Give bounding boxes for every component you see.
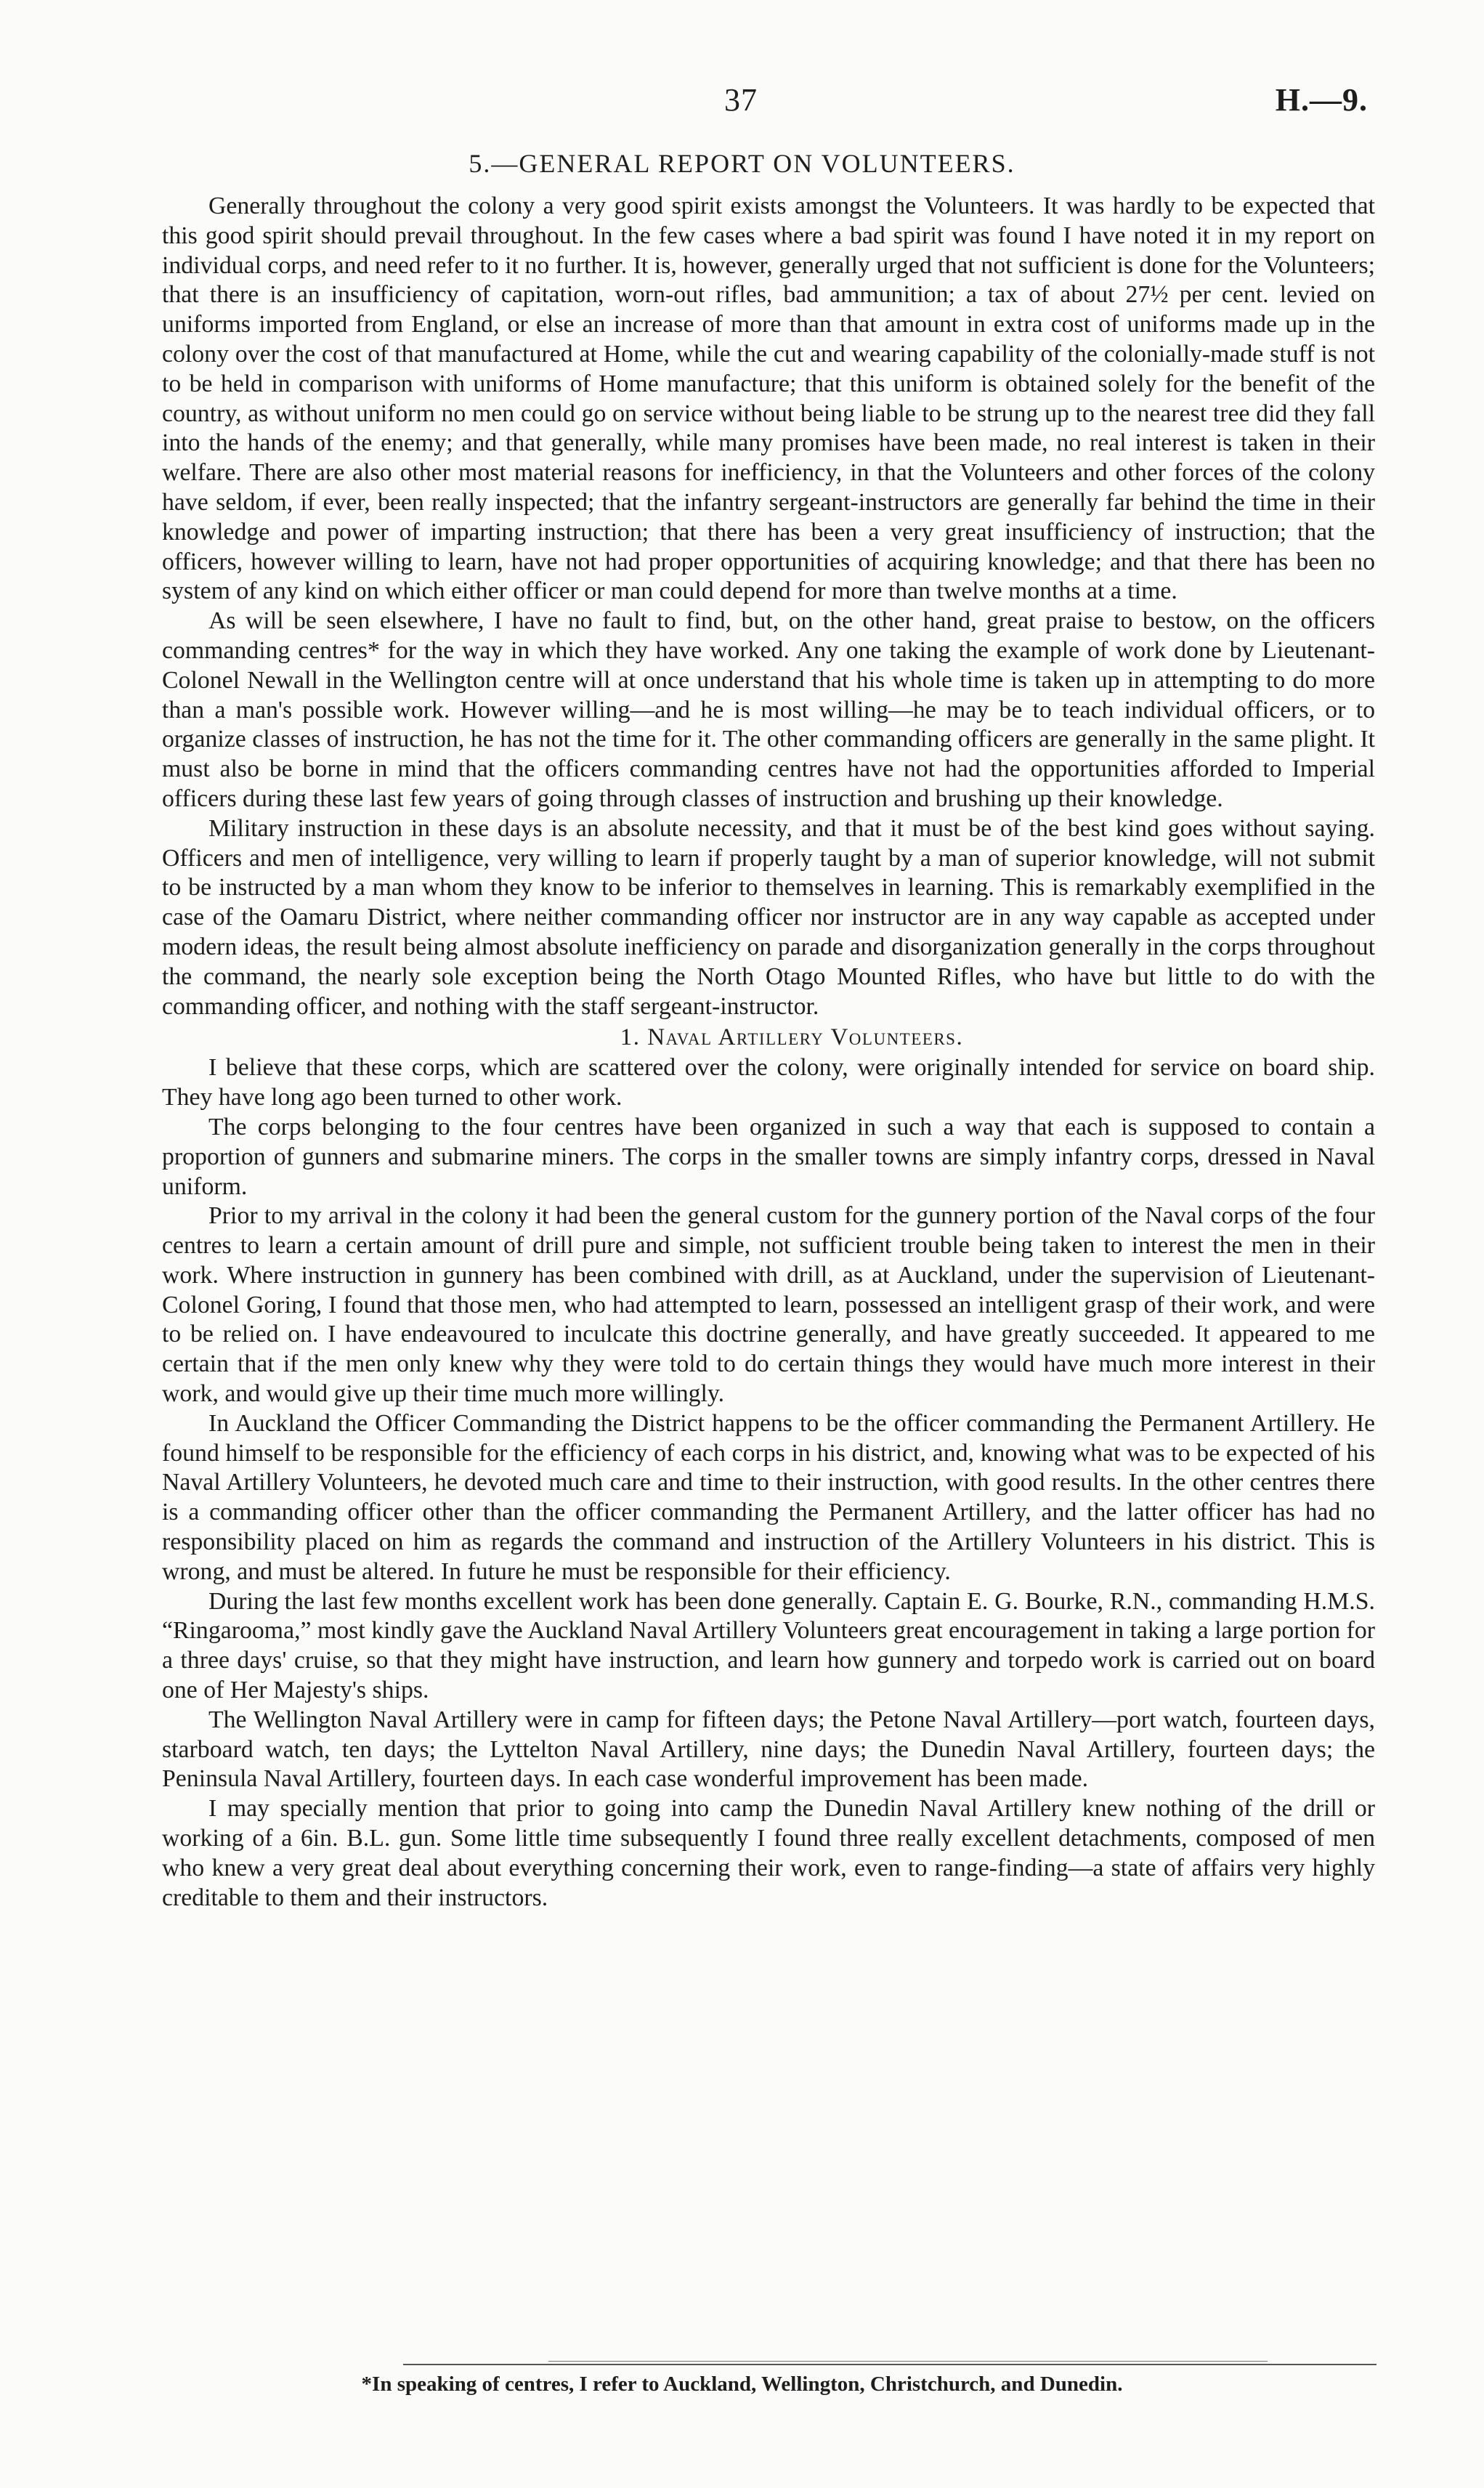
paragraph: Generally throughout the colony a very good spirit exists amongst the Volunteers. It was hardly to be expected that this good spirit should prevail throughout. In the few cases where a bad spirit was found I have noted it in my report on individual corps, and need refer to it no further. It is, however, generally urged that not sufficient is done for the Volunteers; that there is an insufficiency of capitation, worn-out rifles, bad ammunition; a tax of about 27½ per cent. levied on uniforms imported from England, or else an increase of more than that amount in extra cost of uniforms made up in the colony over the cost of that manufactured at Home, while the cut and wearing capability of the colonially-made stuff is not to be held in comparison with uniforms of Home manufacture; that this uniform is obtained solely for the benefit of the country, as without uniform no men could go on service without being liable to be strung up to the nearest tree did they fall into the hands of the enemy; and that generally, while many promises have been made, no real interest is taken in their welfare. There are also other most material reasons for inefficiency, in that the Volunteers and other forces of the colony have seldom, if ever, been really inspected; that the infantry sergeant-instructors are generally far behind the time in their knowledge and power of imparting instruction; that there has been a very great insufficiency of instruction; that the officers, however willing to learn, have not had proper opportunities of acquiring knowledge; and that there has been no system of any kind on which either officer or man could depend for more than twelve months at a time. — [162, 193, 1375, 605]
report-body — [162, 192, 1375, 1913]
paragraph: During the last few months excellent work has been done generally. Captain E. G. Bourke, R.N., commanding H.M.S. “Ringarooma,” most kindly gave the Auckland Naval Artillery Volunteers great encouragement in taking a large portion for a three days' cruise, so that they might have instruction, and learn how gunnery and torpedo work is carried out on board one of Her Majesty's ships. — [162, 1587, 1375, 1704]
paragraph: Military instruction in these days is an absolute necessity, and that it must be of the best kind goes without saying. Officers and men of intelligence, very willing to learn if properly taught by a man of superior knowledge, will not submit to be instructed by a man whom they know to be inferior to themselves in learning. This is remarkably exemplified in the case of the Oamaru District, where neither commanding officer nor instructor are in any way capable as accepted under modern ideas, the result being almost absolute inefficiency on parade and disorganization generally in the corps throughout the command, the nearly sole exception being the North Otago Mounted Rifles, who have but little to do with the commanding officer, and nothing with the staff sergeant-instructor. — [162, 814, 1375, 1020]
section-title: 5.—GENERAL REPORT ON VOLUNTEERS. — [469, 149, 1015, 178]
subsection-title: 1. Naval Artillery Volunteers. — [620, 1024, 964, 1051]
footnote-divider — [403, 2364, 1376, 2365]
paragraph: In Auckland the Officer Commanding the District happens to be the officer commanding the Permanent Artillery. He found himself to be responsible for the efficiency of each corps in his district, and, knowing what was to be expected of his Naval Artillery Volunteers, he devoted much care and time to their instruction, with good results. In the other centres there is a commanding officer other than the officer commanding the Permanent Artillery, and the latter officer has had no responsibility placed on him as regards the command and instruction of the Artillery Volunteers in his district. This is wrong, and must be altered. In future he must be responsible for their efficiency. — [162, 1409, 1375, 1585]
paragraph: I may specially mention that prior to going into camp the Dunedin Naval Artillery knew nothing of the drill or working of a 6in. B.L. gun. Some little time subsequently I found three really excellent detachments, composed of men who knew a very great deal about everything concerning their work, even to range-finding—a state of affairs very highly creditable to them and their instructors. — [162, 1795, 1375, 1911]
document-reference: H.—9. — [1275, 82, 1368, 118]
paragraph: Prior to my arrival in the colony it had been the general custom for the gunnery portion of the Naval corps of the four centres to learn a certain amount of drill pure and simple, not sufficient trouble being taken to interest the men in their work. Where instruction in gunnery has been combined with drill, as at Auckland, under the supervision of Lieutenant-Colonel Goring, I found that those men, who had attempted to learn, possessed an intelligent grasp of their work, and were to be relied on. I have endeavoured to inculcate this doctrine generally, and have greatly succeeded. It appeared to me certain that if the men only knew why they were told to do certain things they would have much more interest in their work, and would give up their time much more willingly. — [162, 1202, 1375, 1408]
paragraph: I believe that these corps, which are scattered over the colony, were originally intended for service on board ship. They have long ago been turned to other work. — [162, 1054, 1375, 1111]
paragraph: The corps belonging to the four centres have been organized in such a way that each is supposed to contain a proportion of gunners and submarine miners. The corps in the smaller towns are simply infantry corps, dressed in Naval uniform. — [162, 1113, 1375, 1200]
page-number: 37 — [724, 82, 758, 118]
footnote-divider — [548, 2361, 1268, 2362]
paragraph: The Wellington Naval Artillery were in camp for fifteen days; the Petone Naval Artillery—port watch, fourteen days, starboard watch, ten days; the Lyttelton Naval Artillery, nine days; the Dunedin Naval Artillery, fourteen days; the Peninsula Naval Artillery, fourteen days. In each case wonderful improvement has been made. — [162, 1706, 1375, 1793]
paragraph: As will be seen elsewhere, I have no fault to find, but, on the other hand, great praise to bestow, on the officers commanding centres* for the way in which they have worked. Any one taking the example of work done by Lieutenant-Colonel Newall in the Wellington centre will at once understand that his whole time is taken up in attempting to do more than a man's possible work. However willing—and he is most willing—he may be to teach individual officers, or to organize classes of instruction, he has not the time for it. The other commanding officers are generally in the same plight. It must also be borne in mind that the officers commanding centres have not had the opportunities afforded to Imperial officers during these last few years of going through classes of instruction and brushing up their knowledge. — [162, 607, 1375, 812]
footnote: *In speaking of centres, I refer to Auckland, Wellington, Christchurch, and Dunedin. — [361, 2372, 1123, 2396]
